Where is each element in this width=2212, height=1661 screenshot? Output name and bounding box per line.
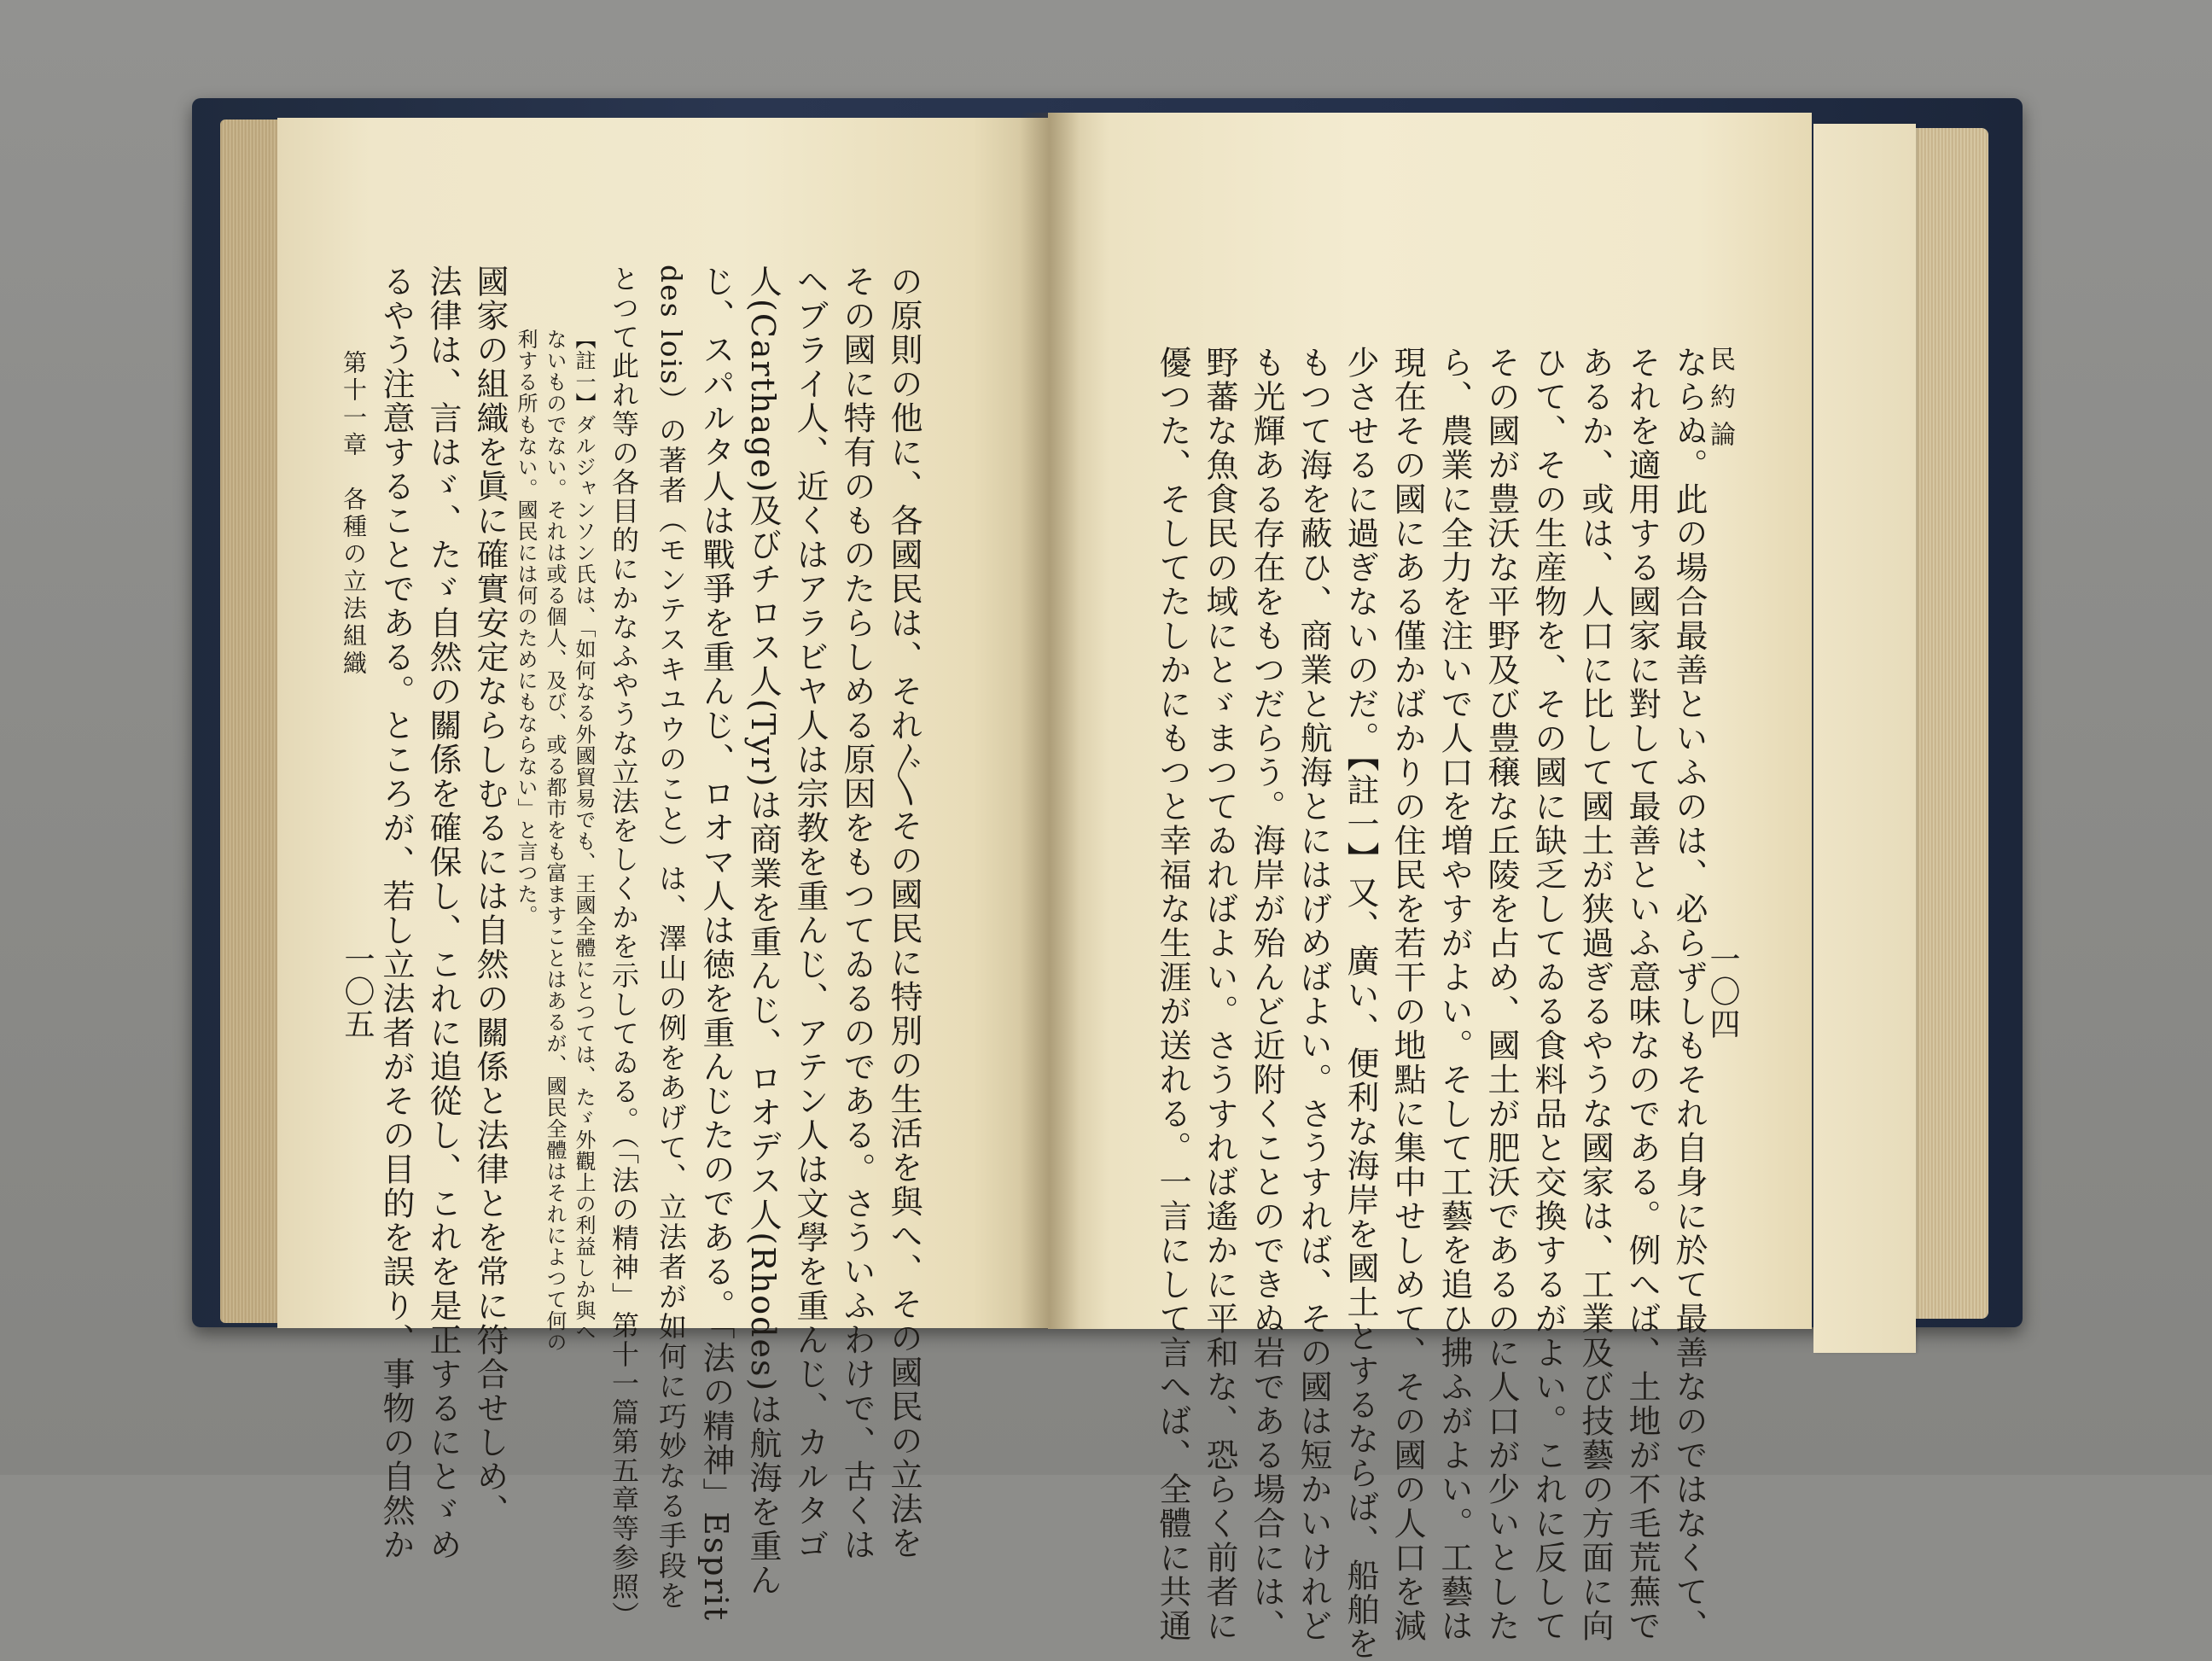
chapter-footer: 第十一章 各種の立法組織 [340,350,368,678]
left-page-number: 一〇五 [340,943,375,1040]
loose-page-flap [1813,124,1916,1353]
footnote-line: 【註一】ダルジャンソン氏は、「如何なる外國貿易でも、王國全體にとつては、たゞ外觀上の利益しか與へ [572,329,596,1343]
right-page-edges [1903,128,1988,1319]
right-text-line: 優つた、そしてたしかにもつと幸福な生涯が送れる。一言にして言へば、全體に共通 [1154,346,1191,1643]
left-text-line: ヘブライ人、近くはアラビヤ人は宗教を重んじ、アテン人は文學を重んじ、カルタゴ [791,265,829,1562]
left-text-line: 人(Carthage)及びチロス人(Tyr)は商業を重んじ、ロオデス人(Rhodes)は航海を重ん [744,265,782,1598]
right-text-line: あるか、或は、人口に比して國土が狭過ぎるやうな國家は、工業及び技藝の方面に向 [1576,346,1614,1643]
footnote-line: 利する所もない。國民には何のためにもならない」と言つた。 [514,329,538,926]
right-page-number: 一〇四 [1705,943,1740,1040]
right-text-line: その國が豊沃な平野及び豊穣な丘陵を占め、國土が肥沃であるのに人口が少いとした [1482,346,1520,1643]
footnote-line: ないものでない。それは或る個人、及び、或る都市をも富ますことはあるが、國民全體はそれによつて何の [543,329,567,1353]
right-text-line: 現在その國にある僅かばかりの住民を若干の地點に集中せしめて、その國の人口を減 [1388,346,1426,1643]
right-text-line: も光輝ある存在をもつだらう。海岸が殆んど近附くことのできぬ岩である場合には、 [1248,346,1285,1643]
left-text-line: 法律は、言はゞ、たゞ自然の關係を確保し、これに追從し、これを是正するにとゞめ [424,265,462,1562]
right-text-line: ひて、その生産物を、その國に缺乏してゐる食料品と交換するがよい。これに反して [1529,346,1567,1643]
right-text-line: 野蕃な魚食民の域にとゞまつてゐればよい。さうすれば遙かに平和な、恐らく前者に [1201,346,1238,1643]
left-text-line: じ、スパルタ人は戰爭を重んじ、ロオマ人は徳を重んじたのである。「法の精神」Esprit [697,265,735,1623]
book-gutter [1020,113,1080,1329]
left-text-line: その國に特有のものたらしめる原因をもつてゐるのである。さういふわけで、古くは [838,265,876,1562]
right-text-line: もつて海を蔽ひ、商業と航海とにはげめばよい。さうすれば、その國は短かいけれど [1295,346,1332,1643]
left-text-line: るやう注意することである。ところが、若し立法者がその目的を誤り、事物の自然か [377,265,415,1562]
running-header-title: 民約論 [1705,346,1735,458]
right-text-line: 少させるに過ぎないのだ。【註一】又、廣い、便利な海岸を國土とするならば、船舶を [1342,346,1379,1661]
left-page-edges [220,119,280,1323]
right-text-line: ら、農業に全力を注いで人口を増やすがよい。そして工藝を追ひ拂ふがよい。工藝は [1435,346,1473,1643]
left-text-line: の原則の他に、各國民は、それ〴〵その國民に特別の生活を與へ、その國民の立法を [885,265,923,1560]
left-text-line: 國家の組織を眞に確實安定ならしむるには自然の關係と法律とを常に符合せしめ、 [471,265,509,1528]
left-text-line: とつて此れ等の各目的にかなふやうな立法をしくかを示してゐる。（「法の精神」第十一篇第五章等参照） [608,265,640,1630]
left-text-line: des lois）の著者（モンテスキユウのこと）は、澤山の例をあげて、立法者が如何に巧妙なる手段を [655,265,688,1611]
right-text-line: ならぬ。此の場合最善といふのは、必らずしもそれ自身に於て最善なのではなくて、 [1670,346,1708,1643]
right-text-line: それを適用する國家に對して最善といふ意味なのである。例へば、土地が不毛荒蕪で [1623,346,1661,1643]
